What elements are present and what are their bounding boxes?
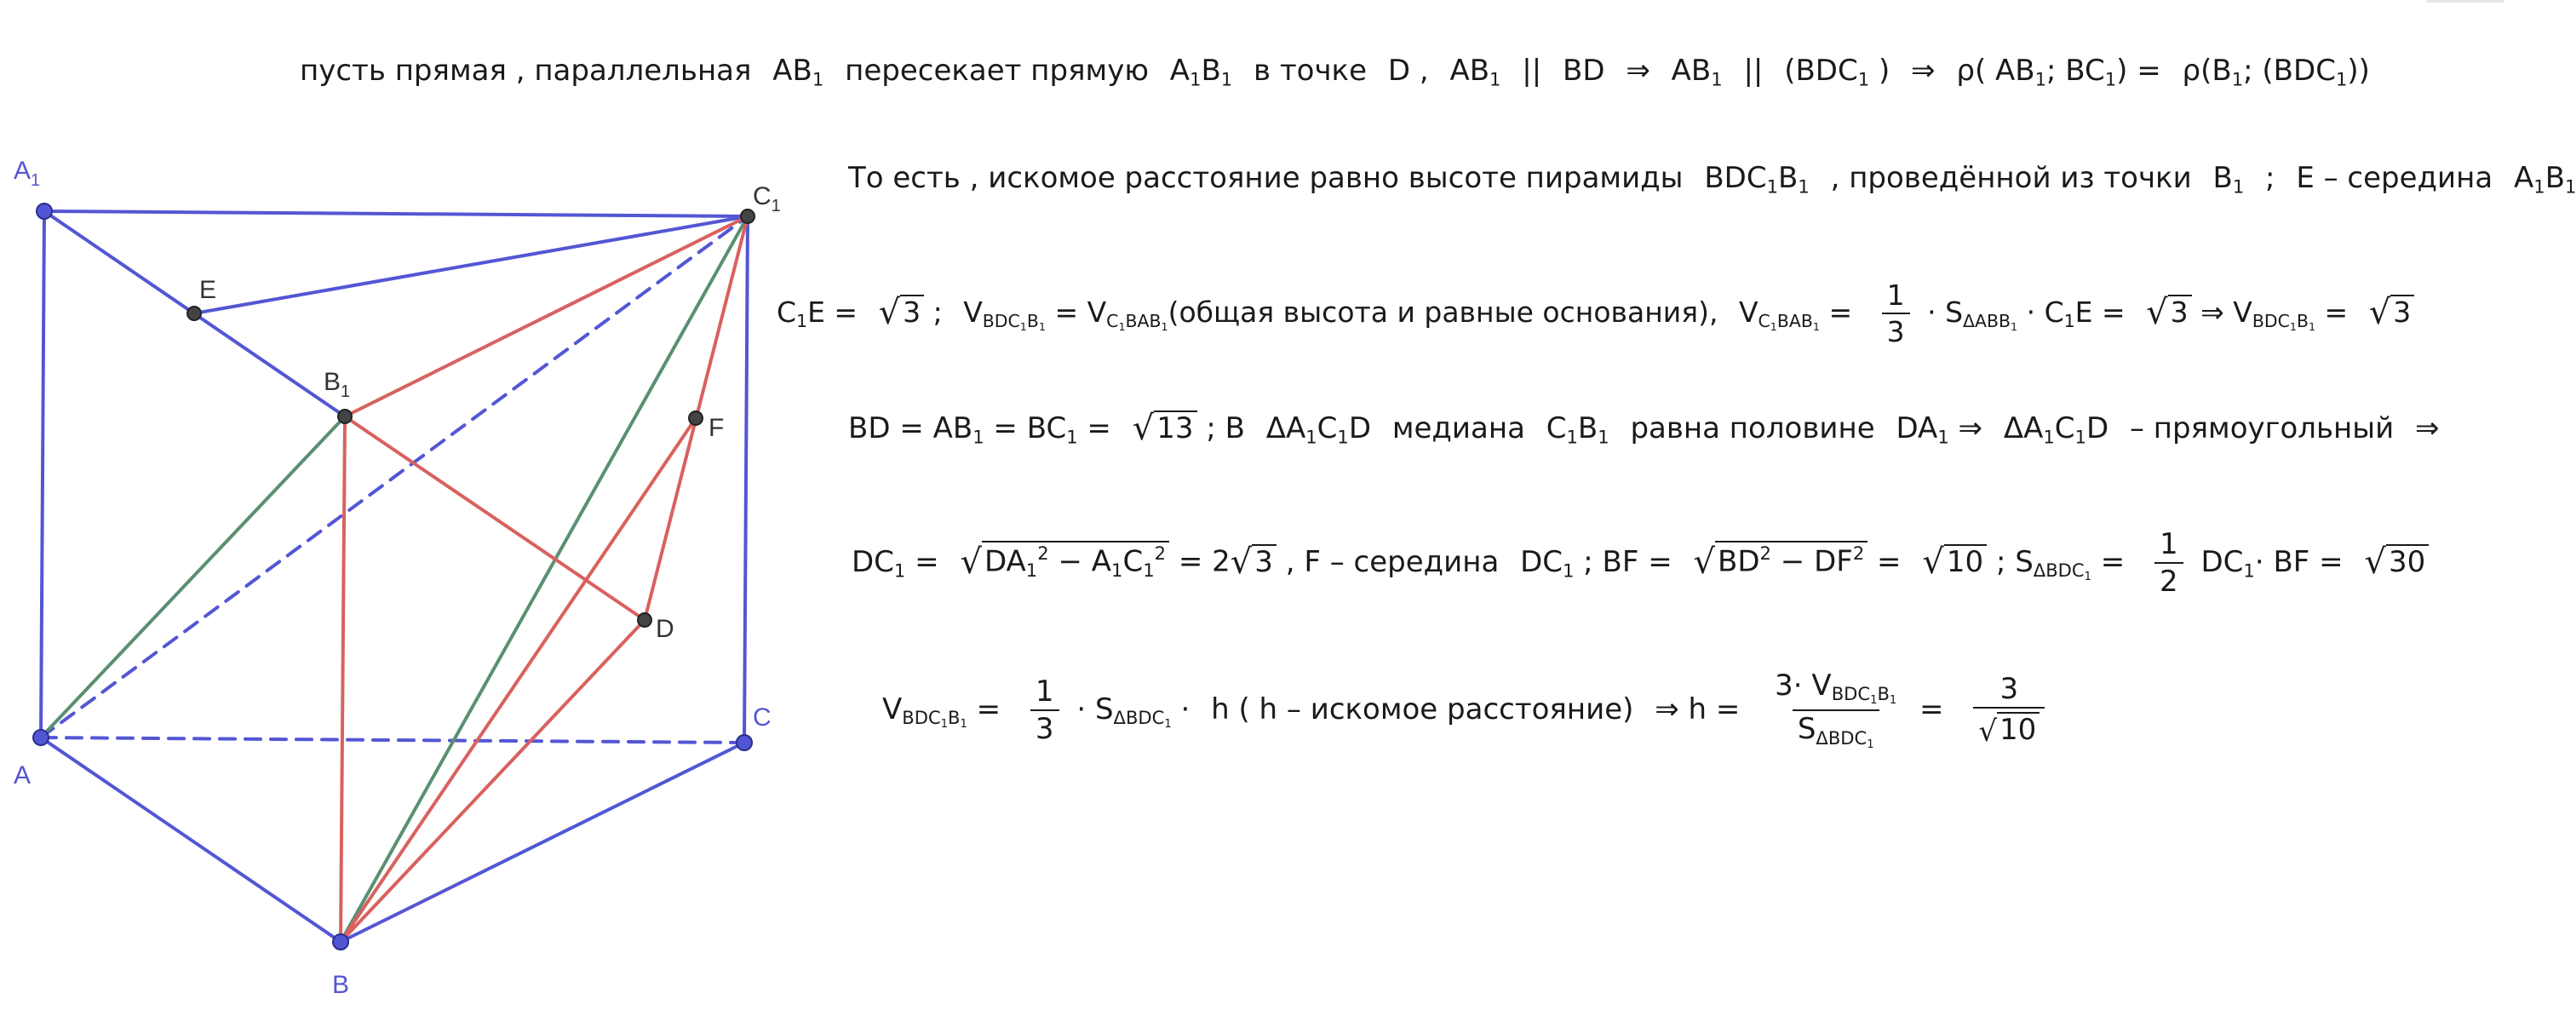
label-a: A: [14, 761, 32, 789]
red-b-f: [341, 418, 696, 942]
line-3: $C_1E = √3$ ; $V_{BDC_1B_1}$ = $V_{C_1BAB_1}(общая$ высота и равные основания), $V_{C_1BAB_1}$ = $\frac{1}{3}$ · $S_{\Delta ABB_1} \cdot C_1E = √3$ ⇒ $V_{BDC_1B_1} = √3$: [777, 281, 2414, 346]
edge-a1-a: [41, 211, 44, 738]
label-c1: $C_1$: [753, 182, 781, 215]
edge-e-c1: [194, 216, 748, 313]
header-line: пусть прямая , параллельная $AB_1$ пересекает прямую $A_1B_1$ в точке D , $AB_1$ || BD ⇒ $AB_1$ || ($BDC_1$ ) ⇒ ρ( $AB_1$; $BC_1) = \rho(B_1$; $(BDC_1)$): [300, 54, 2370, 90]
red-b1-b: [341, 416, 345, 942]
point-b: [333, 934, 348, 950]
line-5: $DC_1 = √DA_1^2 - A_1C_1^2 = 2√3$ , F – середина $DC_1$ ; BF = $√BD^2 - DF^2 = √10$ ; $S_{\Delta BDC_1}$ = $\frac{1}{2}$ $DC_1\cdot$ BF = √30: [852, 530, 2429, 596]
edge-c1-c: [744, 216, 748, 743]
red-b1-c1: [345, 216, 748, 416]
header-pre: пусть прямая , параллельная: [300, 54, 752, 88]
line-2: То есть , искомое расстояние равно высоте пирамиды $BDC_1B_1$ , проведённой из точки $B_1$ ; E – середина $A_1B_1$: [848, 161, 2576, 198]
point-a1: [37, 204, 52, 219]
header-mid2: в точке: [1254, 54, 1368, 88]
edge-a1-c1: [44, 211, 748, 216]
header-mid1: пересекает прямую: [845, 54, 1149, 88]
point-d: [638, 613, 651, 627]
point-b1: [338, 410, 352, 423]
fraction-one-third-2: $\frac{1}{3}$: [1030, 677, 1059, 743]
hidden-diag-a-c1: [41, 216, 748, 738]
label-b: B: [332, 971, 350, 999]
point-a: [33, 730, 49, 745]
line-4: BD = $AB_1 = BC_1 = √13$ ; В $\Delta A_1C_1D$ медиана $C_1B_1$ равна половине $DA_1$ ⇒ $\Delta A_1C_1D$ – прямоугольный ⇒: [848, 409, 2440, 448]
edge-b-c: [341, 743, 744, 942]
hidden-edge-a-c: [41, 738, 744, 743]
point-c1: [741, 210, 754, 223]
label-c: C: [753, 703, 772, 732]
point-c: [737, 735, 752, 750]
diag-b-c1: [341, 216, 748, 942]
fraction-result: $\frac{3}{√10}$: [1973, 674, 2045, 746]
label-a1: $A_1$: [14, 157, 41, 190]
edge-a-b: [41, 738, 341, 942]
label-e: E: [199, 276, 217, 304]
fraction-one-half: $\frac{1}{2}$: [2154, 530, 2183, 596]
header-point-d: D ,: [1387, 54, 1429, 88]
point-e: [187, 307, 201, 320]
line-6: $V_{BDC_1B_1}$ = $\frac{1}{3}$ · $S_{\Delta BDC_1} \cdot h$ ( h – искомое расстояние) ⇒ h = $\frac{3\cdot V_{BDC_1B_1}}{S_{\Delta BDC_1}}$ = $\frac{3}{√10}$: [882, 671, 2053, 750]
fraction-one-third: $\frac{1}{3}$: [1882, 281, 1910, 346]
label-f: F: [709, 414, 725, 442]
red-b1-d: [345, 416, 645, 620]
prism-diagram: [0, 0, 781, 1016]
point-f: [689, 411, 703, 425]
window-corner-strip: [2427, 0, 2504, 3]
fraction-h: $\frac{3\cdot V_{BDC_1B_1}}{S_{\Delta BDC_1}}$: [1775, 669, 1897, 751]
diag-a-b1: [41, 416, 345, 738]
label-b1: $B_1$: [324, 368, 351, 401]
label-d: D: [656, 615, 674, 643]
